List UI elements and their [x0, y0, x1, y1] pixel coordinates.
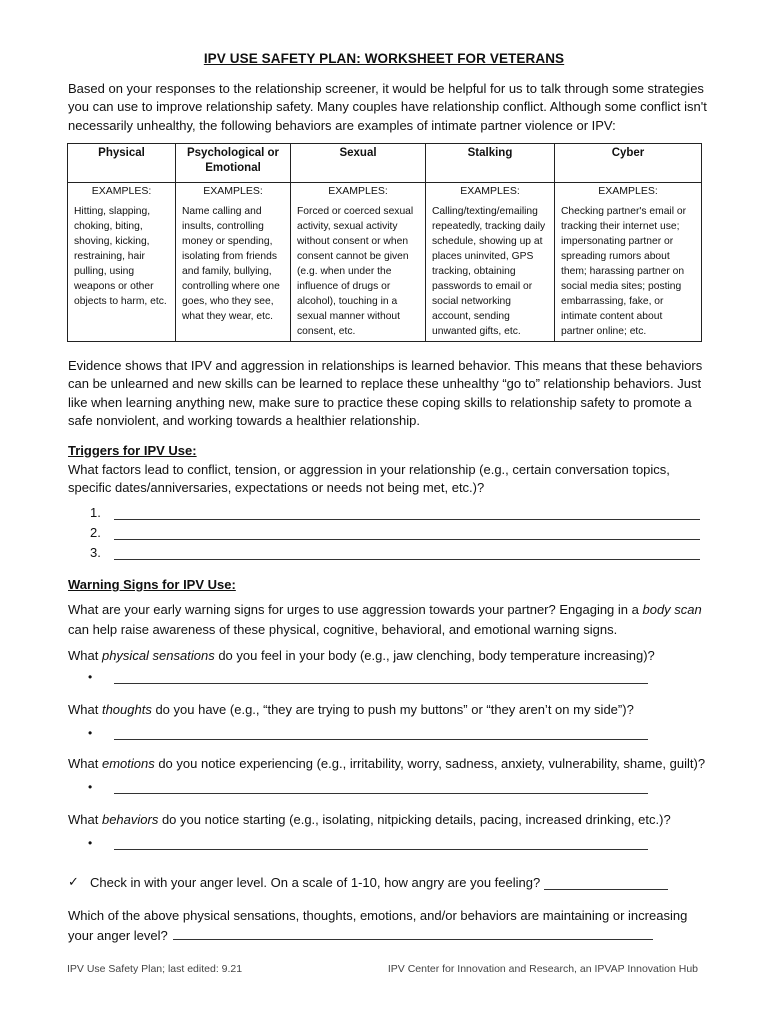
- text: do you have (e.g., “they are trying to push my buttons” or “they aren’t on my side”)?: [151, 702, 634, 717]
- answer-line[interactable]: [114, 781, 648, 794]
- header-stalking: Stalking: [426, 144, 555, 183]
- text: What: [68, 702, 102, 717]
- header-sexual: Sexual: [291, 144, 426, 183]
- warning-signs-intro: [68, 600, 708, 640]
- answer-number: 3.: [90, 545, 101, 560]
- evidence-paragraph: Evidence shows that IPV and aggression in relationships is learned behavior. This means that these behaviors can be unlearned and new skills can be learned to replace these unhealthy “go to” relationship behaviors. Just like when learning anything new, make sure to practice these coping skills to relationship safety to promote a safe nonviolent, and working towards a healthier relationship.: [68, 358, 703, 429]
- text: What: [68, 756, 102, 771]
- bullet-icon: •: [88, 780, 93, 794]
- bullet-icon: •: [88, 836, 93, 850]
- examples-label: EXAMPLES:: [460, 185, 520, 197]
- physical-sensations-question: [68, 648, 728, 663]
- maintaining-anger-question: [68, 906, 688, 946]
- text: What are your early warning signs for urges to use aggression towards your partner? Engaging in a: [68, 602, 643, 617]
- answer-number: 2.: [90, 525, 101, 540]
- header-physical: Physical: [68, 144, 176, 183]
- warning-signs-heading: Warning Signs for IPV Use:: [68, 577, 236, 592]
- examples-label: EXAMPLES:: [598, 185, 658, 197]
- examples-label: EXAMPLES:: [203, 185, 263, 197]
- examples-sexual: Forced or coerced sexual activity, sexual activity without consent or when consent cannot be given (e.g. when under the influence of drugs or alcohol), touching in a sexual manner without consent, etc.: [297, 206, 414, 337]
- emphasis: thoughts: [101, 702, 152, 717]
- bullet-icon: •: [88, 670, 93, 684]
- examples-psychological: Name calling and insults, controlling money or spending, isolating from friends and family, bullying, controlling where one goes, who they see, what they wear, etc.: [182, 206, 280, 322]
- cell-physical: [68, 183, 176, 342]
- answer-number: 1.: [90, 505, 101, 520]
- footer-left: IPV Use Safety Plan; last edited: 9.21: [67, 963, 243, 975]
- page-title: IPV USE SAFETY PLAN: WORKSHEET FOR VETERANS: [203, 51, 565, 66]
- text: do you feel in your body (e.g., jaw clenching, body temperature increasing)?: [214, 648, 655, 663]
- triggers-heading: Triggers for IPV Use:: [68, 443, 197, 458]
- text: do you notice starting (e.g., isolating, nitpicking details, pacing, increased drinking, etc.)?: [158, 812, 671, 827]
- answer-line[interactable]: [114, 505, 700, 520]
- cell-cyber: [555, 183, 702, 342]
- behaviors-question: [68, 812, 728, 827]
- emphasis: body scan: [642, 602, 702, 617]
- checkmark-icon: ✓: [68, 874, 79, 889]
- answer-line[interactable]: [114, 671, 648, 684]
- anger-level-answer-line[interactable]: [544, 877, 668, 890]
- triggers-question: What factors lead to conflict, tension, or aggression in your relationship (e.g., certain conversation topics, specific dates/anniversaries, expectations or needs not being met, etc.)?: [68, 462, 670, 496]
- answer-line[interactable]: [114, 837, 648, 850]
- header-psychological: Psychological or Emotional: [176, 144, 291, 183]
- anger-check-item: [68, 874, 668, 890]
- maintaining-anger-answer-line[interactable]: [173, 927, 653, 940]
- anger-check-text: Check in with your anger level. On a scale of 1-10, how angry are you feeling?: [90, 875, 541, 890]
- text: What: [68, 648, 102, 663]
- examples-cyber: Checking partner's email or tracking their internet use; impersonating partner or spreading rumors about them; harassing partner on social media sites; posting embarrassing, fake, or intimate content about partner online; etc.: [561, 206, 687, 337]
- trigger-answer-1[interactable]: [90, 505, 700, 520]
- physical-sensations-answer[interactable]: [88, 670, 648, 684]
- footer-right: IPV Center for Innovation and Research, an IPVAP Innovation Hub: [387, 963, 698, 975]
- examples-stalking: Calling/texting/emailing repeatedly, tracking daily schedule, showing up at places uninvited, GPS tracking, obtaining passwords to email or social networking account, sending unwanted gifts, etc.: [432, 206, 546, 337]
- cell-stalking: [426, 183, 555, 342]
- examples-label: EXAMPLES:: [91, 185, 152, 197]
- ipv-types-table: [67, 143, 702, 342]
- answer-line[interactable]: [114, 525, 700, 540]
- trigger-answer-2[interactable]: [90, 525, 700, 540]
- text: can help raise awareness of these physical, cognitive, behavioral, and emotional warning signs.: [68, 622, 618, 637]
- text: What: [68, 812, 102, 827]
- emphasis: emotions: [101, 756, 155, 771]
- table-examples-row: [68, 183, 702, 342]
- emphasis: behaviors: [101, 812, 159, 827]
- emotions-answer[interactable]: [88, 780, 648, 794]
- behaviors-answer[interactable]: [88, 836, 648, 850]
- answer-line[interactable]: [114, 727, 648, 740]
- examples-physical: Hitting, slapping, choking, biting, shoving, kicking, restraining, hair pulling, using weapons or other objects to harm, etc.: [74, 206, 167, 307]
- trigger-answer-3[interactable]: [90, 545, 700, 560]
- cell-sexual: [291, 183, 426, 342]
- emphasis: physical sensations: [101, 648, 215, 663]
- intro-paragraph: Based on your responses to the relationship screener, it would be helpful for us to talk through some strategies you can use to improve relationship safety. Many couples have relationship conflict. Although some conflict isn't necessarily unhealthy, the following behaviors are examples of intimate partner violence or IPV:: [68, 81, 707, 133]
- answer-line[interactable]: [114, 545, 700, 560]
- examples-label: EXAMPLES:: [328, 185, 388, 197]
- text: do you notice experiencing (e.g., irritability, worry, sadness, anxiety, vulnerability, shame, guilt)?: [154, 756, 706, 771]
- text: Which of the above physical sensations, thoughts, emotions, and/or behaviors are maintaining or increasing your anger level?: [68, 908, 688, 943]
- cell-psychological: [176, 183, 291, 342]
- bullet-icon: •: [88, 726, 93, 740]
- thoughts-answer[interactable]: [88, 726, 648, 740]
- thoughts-question: [68, 702, 728, 717]
- header-cyber: Cyber: [555, 144, 702, 183]
- emotions-question: [68, 756, 728, 771]
- table-header-row: [68, 144, 702, 183]
